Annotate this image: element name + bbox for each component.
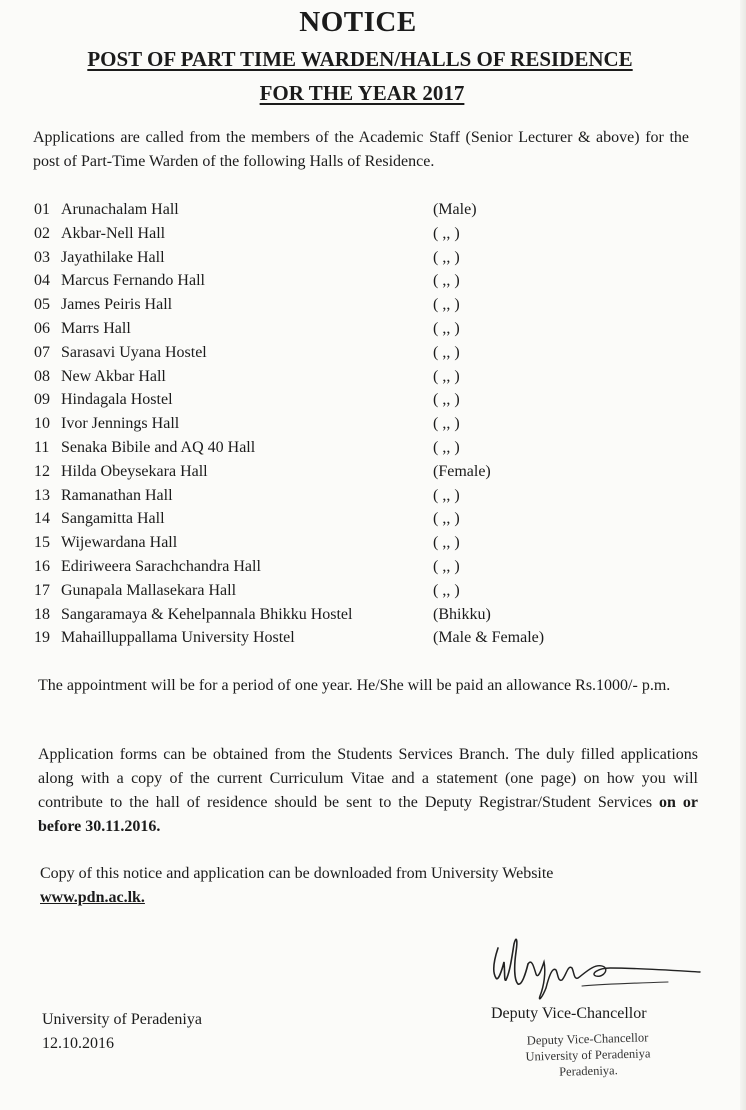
- hall-number: 01: [34, 201, 50, 218]
- hall-category: ( ,, ): [433, 557, 460, 575]
- hall-row: [34, 293, 634, 317]
- hall-name: Sangamitta Hall: [61, 510, 165, 528]
- hall-name: Sangaramaya & Kehelpannala Bhikku Hostel: [61, 605, 353, 623]
- hall-row: [34, 317, 634, 341]
- hall-name: Gunapala Mallasekara Hall: [61, 581, 237, 599]
- hall-row: [34, 341, 634, 365]
- seal-line: Deputy Vice-Chancellor: [526, 1030, 649, 1048]
- hall-number: 04: [34, 272, 50, 290]
- hall-row: [34, 365, 634, 389]
- hall-category: ( ,, ): [433, 534, 460, 552]
- hall-row: [34, 507, 634, 531]
- hall-category: ( ,, ): [433, 367, 460, 385]
- hall-category: (Female): [433, 462, 491, 480]
- deadline: on or before 30.11.2016.: [38, 794, 699, 835]
- hall-row: [34, 484, 634, 508]
- hall-name: Arunachalam Hall: [61, 201, 179, 218]
- notice-subtitle-line2: FOR THE YEAR 2017: [259, 81, 465, 105]
- hall-number: 05: [34, 296, 50, 314]
- hall-number: 13: [34, 486, 50, 504]
- hall-name: James Peiris Hall: [61, 296, 173, 314]
- hall-row: [34, 222, 634, 246]
- hall-name: Marrs Hall: [61, 319, 131, 337]
- hall-name: Hindagala Hostel: [61, 391, 173, 409]
- hall-number: 19: [34, 629, 50, 647]
- hall-row: [34, 579, 634, 603]
- hall-row: [34, 436, 634, 460]
- hall-category: (Male & Female): [433, 629, 545, 647]
- hall-number: 17: [34, 581, 50, 599]
- seal-line: University of Peradeniya: [525, 1046, 651, 1064]
- appointment-paragraph: The appointment will be for a period of one year. He/She will be paid an allowance Rs.1000/- p.m.: [38, 677, 671, 694]
- hall-number: 10: [34, 415, 50, 433]
- hall-name: Jayathilake Hall: [61, 248, 165, 266]
- notice-title: NOTICE: [299, 6, 417, 38]
- notice-subtitle-line1: POST OF PART TIME WARDEN/HALLS OF RESIDENCE: [87, 47, 633, 71]
- hall-category: ( ,, ): [433, 438, 460, 456]
- hall-name: Wijewardana Hall: [61, 534, 178, 552]
- hall-category: ( ,, ): [433, 296, 460, 314]
- hall-row: [34, 531, 634, 555]
- hall-row: [34, 603, 634, 627]
- hall-number: 14: [34, 510, 50, 528]
- hall-category: ( ,, ): [433, 391, 460, 409]
- hall-category: (Bhikku): [433, 605, 491, 623]
- hall-name: Ramanathan Hall: [61, 486, 173, 504]
- hall-name: Marcus Fernando Hall: [61, 272, 205, 290]
- hall-row: [34, 269, 634, 293]
- hall-name: Ivor Jennings Hall: [61, 415, 180, 433]
- intro-paragraph: Applications are called from the members of the Academic Staff (Senior Lecturer & above) for the post of Part-Time Warden of the following Halls of Residence.: [33, 129, 689, 170]
- hall-category: ( ,, ): [433, 272, 460, 290]
- hall-name: Ediriweera Sarachchandra Hall: [61, 557, 261, 575]
- hall-number: 06: [34, 319, 50, 337]
- download-text: Copy of this notice and application can be downloaded from University Website: [40, 865, 554, 882]
- hall-number: 18: [34, 605, 50, 623]
- download-paragraph: [40, 862, 698, 910]
- hall-row: [34, 198, 634, 222]
- hall-row: [34, 412, 634, 436]
- hall-category: ( ,, ): [433, 415, 460, 433]
- hall-row: [34, 555, 634, 579]
- hall-category: (Male): [433, 201, 477, 218]
- hall-number: 09: [34, 391, 50, 409]
- designation: Deputy Vice-Chancellor: [491, 1005, 647, 1022]
- hall-category: ( ,, ): [433, 224, 460, 242]
- hall-category: ( ,, ): [433, 486, 460, 504]
- hall-number: 15: [34, 534, 50, 552]
- hall-category: ( ,, ): [433, 319, 460, 337]
- hall-name: Mahailluppallama University Hostel: [61, 629, 295, 647]
- hall-number: 07: [34, 343, 50, 361]
- official-seal: [502, 1029, 673, 1081]
- hall-category: ( ,, ): [433, 581, 460, 599]
- application-forms-paragraph: [38, 743, 698, 839]
- hall-row: [34, 388, 634, 412]
- hall-number: 02: [34, 224, 50, 242]
- issuer-block: [42, 1008, 202, 1056]
- signature-image: [486, 928, 708, 1004]
- hall-category: ( ,, ): [433, 343, 460, 361]
- hall-row: [34, 626, 634, 650]
- hall-number: 08: [34, 367, 50, 385]
- hall-name: Akbar-Nell Hall: [61, 224, 166, 242]
- hall-category: ( ,, ): [433, 510, 460, 528]
- hall-name: New Akbar Hall: [61, 367, 166, 385]
- hall-number: 16: [34, 557, 50, 575]
- scan-edge: [740, 0, 746, 1110]
- hall-row: [34, 246, 634, 270]
- hall-number: 11: [34, 438, 50, 456]
- hall-name: Senaka Bibile and AQ 40 Hall: [61, 438, 256, 456]
- website-link[interactable]: www.pdn.ac.lk.: [40, 889, 145, 906]
- hall-category: ( ,, ): [433, 248, 460, 266]
- notice-date: 12.10.2016: [42, 1035, 114, 1052]
- hall-name: Hilda Obeysekara Hall: [61, 462, 208, 480]
- hall-number: 12: [34, 462, 50, 480]
- seal-line: Peradeniya.: [558, 1063, 618, 1079]
- hall-name: Sarasavi Uyana Hostel: [61, 343, 207, 361]
- university-name: University of Peradeniya: [42, 1011, 202, 1028]
- hall-number: 03: [34, 248, 50, 266]
- forms-text: Application forms can be obtained from the Students Services Branch. The duly filled applications along with a copy of the current Curriculum Vitae and a statement (one page) on how you will contribute to the hall of residence should be sent to the Deputy Registrar/Student Services: [38, 746, 698, 811]
- hall-list: [34, 198, 634, 650]
- hall-row: [34, 460, 634, 484]
